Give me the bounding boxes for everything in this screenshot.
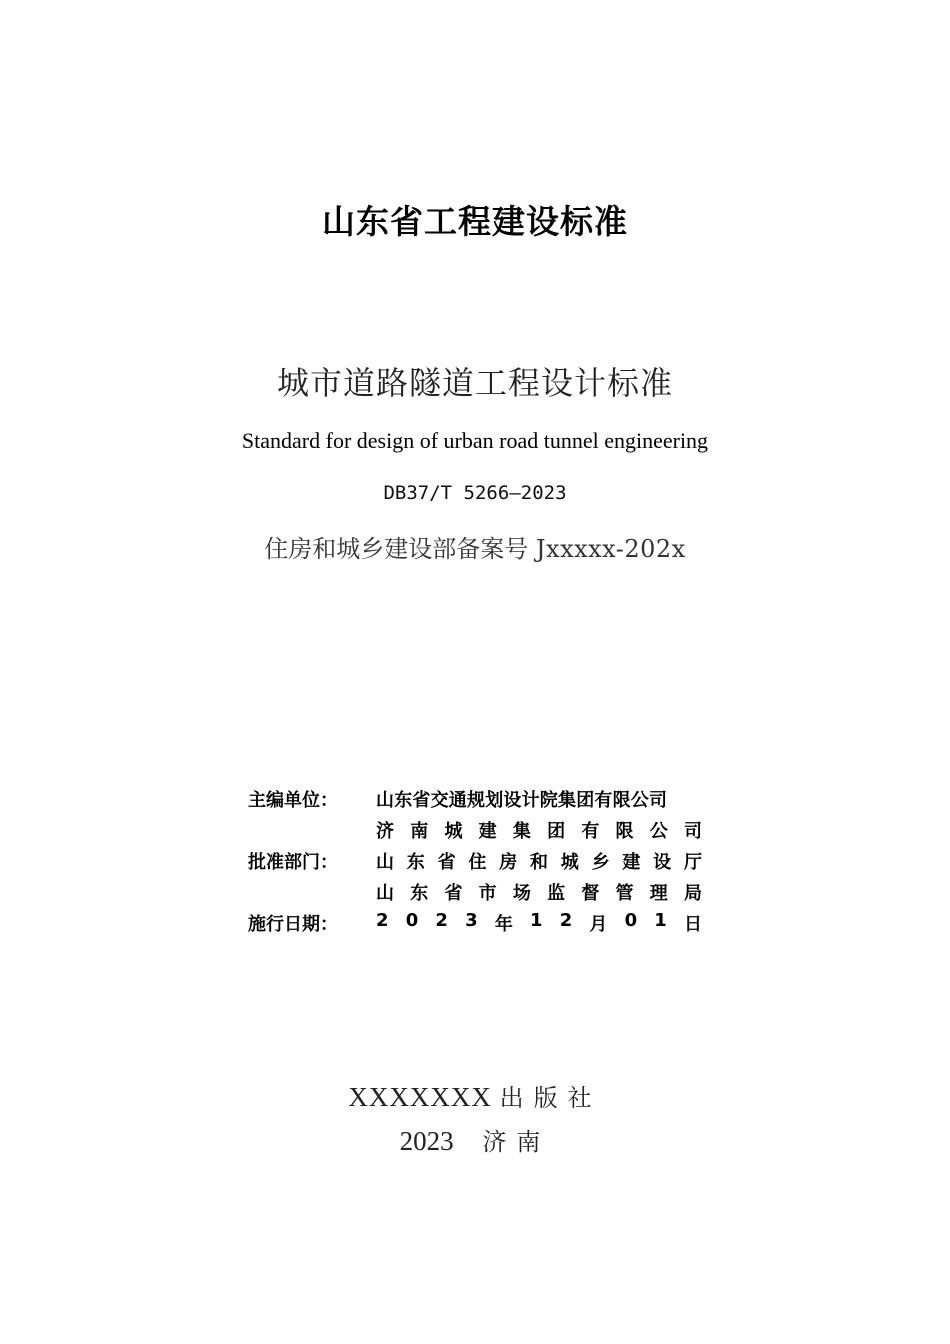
spaced-char: 东	[406, 852, 425, 873]
spaced-char: 监	[547, 883, 566, 904]
spaced-char: 建	[478, 821, 497, 842]
spaced-char: 0	[624, 910, 638, 931]
spaced-char: 市	[478, 883, 497, 904]
spaced-char: 局	[683, 883, 702, 904]
spaced-char: 房	[499, 852, 518, 873]
spaced-char: 公	[649, 821, 668, 842]
spaced-char: 1	[654, 910, 667, 931]
series-title: 山东省工程建设标准	[322, 202, 628, 241]
spaced-char: 山	[376, 883, 394, 904]
spaced-char: 2	[376, 910, 389, 931]
approver-label: 批准部门：	[248, 852, 338, 873]
spaced-char: 团	[547, 821, 566, 842]
spaced-char: 住	[468, 852, 487, 873]
effective-date-label: 施行日期：	[248, 914, 338, 935]
spaced-char: 和	[529, 852, 548, 873]
spaced-char: 限	[615, 821, 634, 842]
spaced-char: 省	[437, 852, 456, 873]
publication-year: 2023	[399, 1126, 454, 1156]
spaced-char: 日	[683, 914, 702, 935]
editor-unit-1: 山东省交通规划设计院集团有限公司	[376, 790, 668, 811]
effective-date	[376, 910, 702, 936]
spaced-char: 山	[376, 852, 394, 873]
document-title-english: Standard for design of urban road tunnel engineering	[241, 428, 709, 453]
record-number	[0, 529, 950, 564]
publisher-name: XXXXXXX	[348, 1082, 492, 1112]
spaced-char: 南	[410, 821, 429, 842]
spaced-char: 城	[444, 821, 463, 842]
publisher-suffix: 出版社	[499, 1084, 602, 1112]
editor-label: 主编单位：	[248, 790, 338, 811]
spaced-char: 督	[581, 883, 600, 904]
spaced-char: 2	[435, 910, 448, 931]
spaced-char: 1	[529, 910, 543, 931]
publisher	[0, 1078, 950, 1113]
spaced-char: 年	[494, 914, 513, 935]
spaced-char: 2	[559, 910, 573, 931]
spaced-char: 城	[560, 852, 579, 873]
spaced-char: 场	[512, 883, 531, 904]
spaced-char: 省	[444, 883, 463, 904]
spaced-char: 司	[683, 821, 702, 842]
spaced-char: 月	[589, 914, 608, 935]
spaced-char: 集	[512, 821, 531, 842]
record-number-code: Jxxxxx-202x	[535, 535, 686, 563]
spaced-char: 3	[465, 910, 478, 931]
spaced-char: 乡	[591, 852, 610, 873]
spaced-char: 设	[653, 852, 672, 873]
approver-dept-2	[376, 879, 702, 905]
approver-dept-1	[376, 848, 702, 874]
publication-place-year	[0, 1122, 950, 1157]
spaced-char: 0	[405, 910, 419, 931]
spaced-char: 厅	[683, 852, 702, 873]
publication-city: 济南	[482, 1128, 551, 1156]
spaced-char: 有	[581, 821, 600, 842]
standard-code: DB37/T 5266—2023	[383, 482, 567, 504]
spaced-char: 济	[376, 821, 394, 842]
spaced-char: 管	[615, 883, 634, 904]
spaced-char: 理	[649, 883, 668, 904]
spaced-char: 建	[622, 852, 641, 873]
editor-unit-2	[376, 817, 702, 843]
record-number-label: 住房和城乡建设部备案号	[264, 535, 529, 563]
spaced-char: 东	[410, 883, 429, 904]
document-title-chinese: 城市道路隧道工程设计标准	[276, 364, 673, 402]
